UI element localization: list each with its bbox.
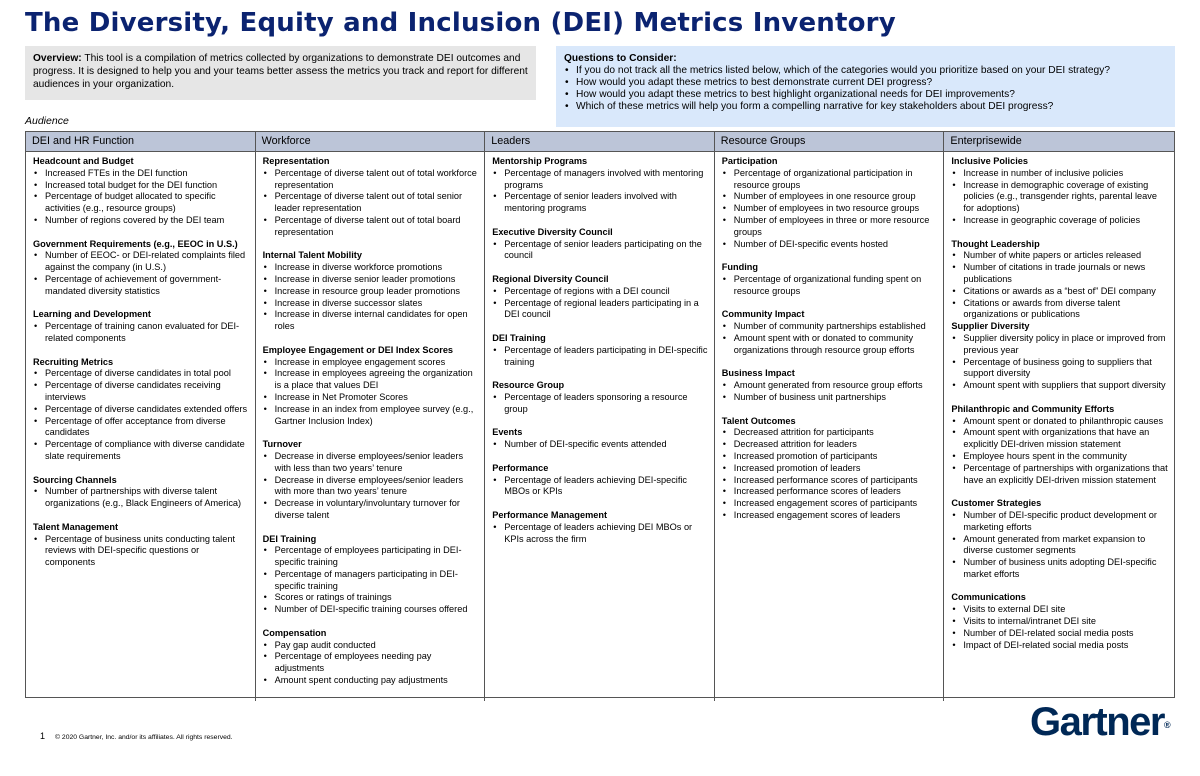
metric-item: • Amount spent conducting pay adjustments xyxy=(263,675,479,687)
column-header-resource-groups: Resource Groups xyxy=(715,132,945,151)
column-header-dei-hr: DEI and HR Function xyxy=(26,132,256,151)
metric-item: • Percentage of offer acceptance from diverse candidates xyxy=(33,416,249,440)
section-title: Employee Engagement or DEI Index Scores xyxy=(262,344,454,355)
metric-section xyxy=(263,345,479,428)
metric-section xyxy=(33,475,249,510)
section-title: Performance Management xyxy=(492,509,608,520)
metric-item: • Percentage of employees needing pay adjustments xyxy=(263,651,479,675)
metric-list xyxy=(33,368,249,462)
metric-list xyxy=(263,168,479,239)
metric-item: • Increased performance scores of leaders xyxy=(722,486,938,498)
table-header-row xyxy=(26,132,1174,152)
metric-item: • Increase in diverse internal candidates for open roles xyxy=(263,309,479,333)
copyright: © 2020 Gartner, Inc. and/or its affiliates. All rights reserved. xyxy=(55,734,233,741)
metric-section xyxy=(951,498,1168,581)
metric-section xyxy=(33,309,249,344)
section-title: Customer Strategies xyxy=(951,498,1042,509)
metric-list xyxy=(33,486,249,510)
section-title: Supplier Diversity xyxy=(951,321,1030,332)
metric-item: • Decreased attrition for leaders xyxy=(722,439,938,451)
metric-list xyxy=(722,380,938,404)
metric-item: • Number of employees in two resource groups xyxy=(722,203,938,215)
section-title: Executive Diversity Council xyxy=(492,226,613,237)
metric-item: • Number of community partnerships established xyxy=(722,321,938,333)
metric-list xyxy=(951,416,1168,487)
section-title: Events xyxy=(492,427,523,438)
metric-item: • Percentage of diverse candidates receiving interviews xyxy=(33,380,249,404)
metric-item: • Citations or awards as a “best of” DEI company xyxy=(951,286,1168,298)
metric-section xyxy=(492,227,708,262)
metric-item: • Percentage of organizational funding spent on resource groups xyxy=(722,274,938,298)
metric-section xyxy=(492,427,708,451)
audience-label: Audience xyxy=(25,115,69,127)
metric-item: • Increased promotion of participants xyxy=(722,451,938,463)
metric-item: • Increase in resource group leader promotions xyxy=(263,286,479,298)
metric-item: • Increase in diverse workforce promotions xyxy=(263,262,479,274)
metric-item: • Percentage of diverse talent out of total senior leader representation xyxy=(263,191,479,215)
metric-list xyxy=(33,321,249,345)
metric-list xyxy=(263,545,479,616)
metric-list xyxy=(722,274,938,298)
metric-section xyxy=(492,510,708,545)
section-title: Talent Management xyxy=(33,521,119,532)
metric-item: • Percentage of achievement of government-mandated diversity statistics xyxy=(33,274,249,298)
metric-item: • Amount spent with suppliers that support diversity xyxy=(951,380,1168,392)
overview-box xyxy=(25,46,536,100)
metric-item: • Decreased attrition for participants xyxy=(722,427,938,439)
gartner-logo xyxy=(1030,700,1171,745)
metric-item: • Percentage of organizational participation in resource groups xyxy=(722,168,938,192)
metric-item: • Decrease in diverse employees/senior leaders with less than two years’ tenure xyxy=(263,451,479,475)
section-title: Representation xyxy=(262,156,330,166)
section-title: Talent Outcomes xyxy=(721,415,796,426)
column-dei-hr xyxy=(26,152,256,701)
metric-section xyxy=(951,156,1168,227)
metric-item: • Increased total budget for the DEI function xyxy=(33,180,249,192)
metric-section xyxy=(492,463,708,498)
section-title: Internal Talent Mobility xyxy=(262,250,362,261)
metric-item: • Number of DEI-specific product development or marketing efforts xyxy=(951,510,1168,534)
metric-item: • Number of DEI-related social media posts xyxy=(951,628,1168,640)
metric-section xyxy=(492,380,708,415)
column-resource-groups xyxy=(715,152,945,701)
metric-item: • Increase in diverse senior leader promotions xyxy=(263,274,479,286)
metric-list xyxy=(951,168,1168,227)
metric-list xyxy=(33,168,249,227)
column-enterprisewide xyxy=(944,152,1174,701)
metric-section xyxy=(263,250,479,333)
metric-list xyxy=(492,439,708,451)
section-title: Turnover xyxy=(262,439,302,450)
metric-item: • Increase in an index from employee survey (e.g., Gartner Inclusion Index) xyxy=(263,404,479,428)
metrics-table xyxy=(25,131,1175,698)
question-item: • How would you adapt these metrics to best demonstrate current DEI progress? xyxy=(564,77,1167,89)
metric-item: • Number of employees in one resource group xyxy=(722,191,938,203)
metric-list xyxy=(722,168,938,251)
metric-item: • Percentage of partnerships with organizations that have an explicitly DEI-driven mission statement xyxy=(951,463,1168,487)
metric-list xyxy=(263,357,479,428)
metric-list xyxy=(951,333,1168,392)
column-header-enterprisewide: Enterprisewide xyxy=(950,135,1022,147)
metric-item: • Percentage of managers participating in DEI-specific training xyxy=(263,569,479,593)
metric-list xyxy=(492,345,708,369)
metric-item: • Citations or awards from diverse talent organizations or publications xyxy=(951,298,1168,322)
metric-item: • Number of white papers or articles released xyxy=(951,250,1168,262)
questions-list xyxy=(564,65,1167,113)
metric-item: • Percentage of leaders sponsoring a resource group xyxy=(492,392,708,416)
metric-section xyxy=(263,156,479,239)
section-title: Compensation xyxy=(262,627,327,638)
metric-item: • Percentage of diverse talent out of total board representation xyxy=(263,215,479,239)
metric-item: • Percentage of leaders participating in DEI-specific training xyxy=(492,345,708,369)
metric-item: • Percentage of diverse candidates extended offers xyxy=(33,404,249,416)
section-title: Mentorship Programs xyxy=(492,156,588,166)
metric-list xyxy=(951,250,1168,321)
metric-list xyxy=(951,510,1168,581)
metric-item: • Percentage of managers involved with mentoring programs xyxy=(492,168,708,192)
metric-item: • Percentage of regions with a DEI council xyxy=(492,286,708,298)
metric-item: • Percentage of regional leaders participating in a DEI council xyxy=(492,298,708,322)
metric-item: • Increased FTEs in the DEI function xyxy=(33,168,249,180)
section-title: Funding xyxy=(721,262,759,273)
metric-item: • Increased engagement scores of participants xyxy=(722,498,938,510)
metric-item: • Scores or ratings of trainings xyxy=(263,592,479,604)
metric-item: • Amount spent or donated to philanthropic causes xyxy=(951,416,1168,428)
section-title: Regional Diversity Council xyxy=(492,273,609,284)
metric-list xyxy=(492,286,708,321)
section-title: Participation xyxy=(721,156,778,166)
metric-section xyxy=(722,368,938,403)
metric-item: • Increase in diverse successor slates xyxy=(263,298,479,310)
page-title: The Diversity, Equity and Inclusion (DEI) Metrics Inventory xyxy=(25,8,896,38)
metric-section xyxy=(263,628,479,687)
metric-list xyxy=(33,250,249,297)
metric-item: • Percentage of budget allocated to specific activities (e.g., resource groups) xyxy=(33,191,249,215)
metric-item: • Increase in number of inclusive policies xyxy=(951,168,1168,180)
metric-list xyxy=(263,451,479,522)
metric-item: • Percentage of business units conducting talent reviews with DEI-specific questions or components xyxy=(33,534,249,569)
metric-item: • Percentage of senior leaders involved with mentoring programs xyxy=(492,191,708,215)
metric-list xyxy=(33,534,249,569)
section-title: DEI Training xyxy=(262,533,317,544)
logo-text: Gartner xyxy=(1030,700,1164,744)
metric-section xyxy=(722,416,938,522)
metric-section xyxy=(951,321,1168,392)
questions-title: Questions to Consider: xyxy=(564,53,677,64)
metric-item: • Number of DEI-specific events hosted xyxy=(722,239,938,251)
section-title: Thought Leadership xyxy=(951,238,1040,249)
metric-section xyxy=(951,404,1168,487)
metric-item: • Percentage of leaders achieving DEI MBOs or KPIs across the firm xyxy=(492,522,708,546)
metric-item: • Number of regions covered by the DEI team xyxy=(33,215,249,227)
metric-list xyxy=(951,604,1168,651)
metric-item: • Amount spent with or donated to community organizations through resource group efforts xyxy=(722,333,938,357)
metric-item: • Number of partnerships with diverse talent organizations (e.g., Black Engineers of America) xyxy=(33,486,249,510)
metric-item: • Percentage of leaders achieving DEI-specific MBOs or KPIs xyxy=(492,475,708,499)
metric-list xyxy=(492,168,708,215)
column-leaders xyxy=(485,152,715,701)
column-workforce xyxy=(256,152,486,701)
metric-item: • Number of citations in trade journals or news publications xyxy=(951,262,1168,286)
metric-item: • Number of business units adopting DEI-specific market efforts xyxy=(951,557,1168,581)
metric-section xyxy=(492,156,708,215)
question-item: • How would you adapt these metrics to best highlight organizational needs for DEI improvements? xyxy=(564,89,1167,101)
metric-section xyxy=(492,333,708,368)
question-item: • If you do not track all the metrics listed below, which of the categories would you prioritize based on your DEI strategy? xyxy=(564,65,1167,77)
section-title: Sourcing Channels xyxy=(33,474,117,485)
metric-item: • Increase in employee engagement scores xyxy=(263,357,479,369)
metric-item: • Increase in Net Promoter Scores xyxy=(263,392,479,404)
page-number: 1 xyxy=(40,731,46,741)
section-title: Learning and Development xyxy=(33,309,151,320)
metric-section xyxy=(951,239,1168,322)
question-item: • Which of these metrics will help you form a compelling narrative for key stakeholders about DEI progress? xyxy=(564,101,1167,113)
metric-item: • Number of DEI-specific training courses offered xyxy=(263,604,479,616)
metric-item: • Amount spent with organizations that have an explicitly DEI-driven mission statement xyxy=(951,427,1168,451)
metric-item: • Impact of DEI-related social media posts xyxy=(951,640,1168,652)
metric-section xyxy=(33,239,249,298)
metric-item: • Number of EEOC- or DEI-related complaints filed against the company (in U.S.) xyxy=(33,250,249,274)
section-title: Performance xyxy=(492,462,549,473)
metric-list xyxy=(263,262,479,333)
metric-list xyxy=(492,239,708,263)
metric-item: • Visits to internal/intranet DEI site xyxy=(951,616,1168,628)
metric-item: • Number of employees in three or more resource groups xyxy=(722,215,938,239)
section-title: Business Impact xyxy=(721,368,795,379)
metric-section xyxy=(33,357,249,463)
metric-item: • Percentage of diverse talent out of total workforce representation xyxy=(263,168,479,192)
metric-item: • Pay gap audit conducted xyxy=(263,640,479,652)
registered-mark: ® xyxy=(1164,720,1171,730)
section-title: Inclusive Policies xyxy=(951,156,1028,166)
metric-item: • Supplier diversity policy in place or improved from previous year xyxy=(951,333,1168,357)
metric-list xyxy=(722,427,938,521)
section-title: Community Impact xyxy=(721,309,805,320)
overview-label: Overview: xyxy=(33,53,82,64)
metric-section xyxy=(263,439,479,522)
metric-section xyxy=(263,534,479,617)
footer xyxy=(40,731,233,741)
column-header-leaders: Leaders xyxy=(485,132,715,151)
metric-item: • Amount generated from resource group efforts xyxy=(722,380,938,392)
metric-item: • Visits to external DEI site xyxy=(951,604,1168,616)
metric-list xyxy=(263,640,479,687)
metric-section xyxy=(722,262,938,297)
metric-item: • Percentage of training canon evaluated for DEI-related components xyxy=(33,321,249,345)
metric-list xyxy=(492,475,708,499)
section-title: Government Requirements (e.g., EEOC in U.S.) xyxy=(33,238,238,249)
column-header-workforce: Workforce xyxy=(256,132,486,151)
section-title: Recruiting Metrics xyxy=(33,356,114,367)
metric-item: • Percentage of employees participating in DEI-specific training xyxy=(263,545,479,569)
metric-list xyxy=(492,522,708,546)
metric-item: • Percentage of compliance with diverse candidate slate requirements xyxy=(33,439,249,463)
metric-section xyxy=(33,156,249,227)
metric-item: • Increased promotion of leaders xyxy=(722,463,938,475)
section-title: DEI Training xyxy=(492,332,546,343)
metric-item: • Percentage of diverse candidates in total pool xyxy=(33,368,249,380)
metric-item: • Number of business unit partnerships xyxy=(722,392,938,404)
metric-item: • Amount generated from market expansion to diverse customer segments xyxy=(951,534,1168,558)
metric-item: • Increase in geographic coverage of policies xyxy=(951,215,1168,227)
metric-item: • Decrease in diverse employees/senior leaders with more than two years’ tenure xyxy=(263,475,479,499)
section-title: Resource Group xyxy=(492,380,565,391)
metric-item: • Increased performance scores of participants xyxy=(722,475,938,487)
section-title: Philanthropic and Community Efforts xyxy=(951,403,1115,414)
overview-text: This tool is a compilation of metrics collected by organizations to demonstrate DEI outcomes and progress. It is designed to help you and your teams better assess the metrics you track and report for different audiences in your organization. xyxy=(33,53,528,90)
metric-section xyxy=(33,522,249,569)
metric-item: • Increased engagement scores of leaders xyxy=(722,510,938,522)
metric-item: • Percentage of business going to suppliers that support diversity xyxy=(951,357,1168,381)
metric-item: • Increase in employees agreeing the organization is a place that values DEI xyxy=(263,368,479,392)
metric-section xyxy=(492,274,708,321)
metric-item: • Increase in demographic coverage of existing policies (e.g., transgender rights, parental leave for adoptions) xyxy=(951,180,1168,215)
metric-item: • Decrease in voluntary/involuntary turnover for diverse talent xyxy=(263,498,479,522)
metric-section xyxy=(722,309,938,356)
metric-section xyxy=(722,156,938,250)
metric-section xyxy=(951,592,1168,651)
metric-list xyxy=(492,392,708,416)
metric-item: • Percentage of senior leaders participating on the council xyxy=(492,239,708,263)
table-body xyxy=(26,152,1174,701)
metric-item: • Employee hours spent in the community xyxy=(951,451,1168,463)
metric-list xyxy=(722,321,938,356)
section-title: Communications xyxy=(951,592,1026,603)
questions-box xyxy=(556,46,1175,127)
section-title: Headcount and Budget xyxy=(33,156,134,166)
metric-item: • Number of DEI-specific events attended xyxy=(492,439,708,451)
